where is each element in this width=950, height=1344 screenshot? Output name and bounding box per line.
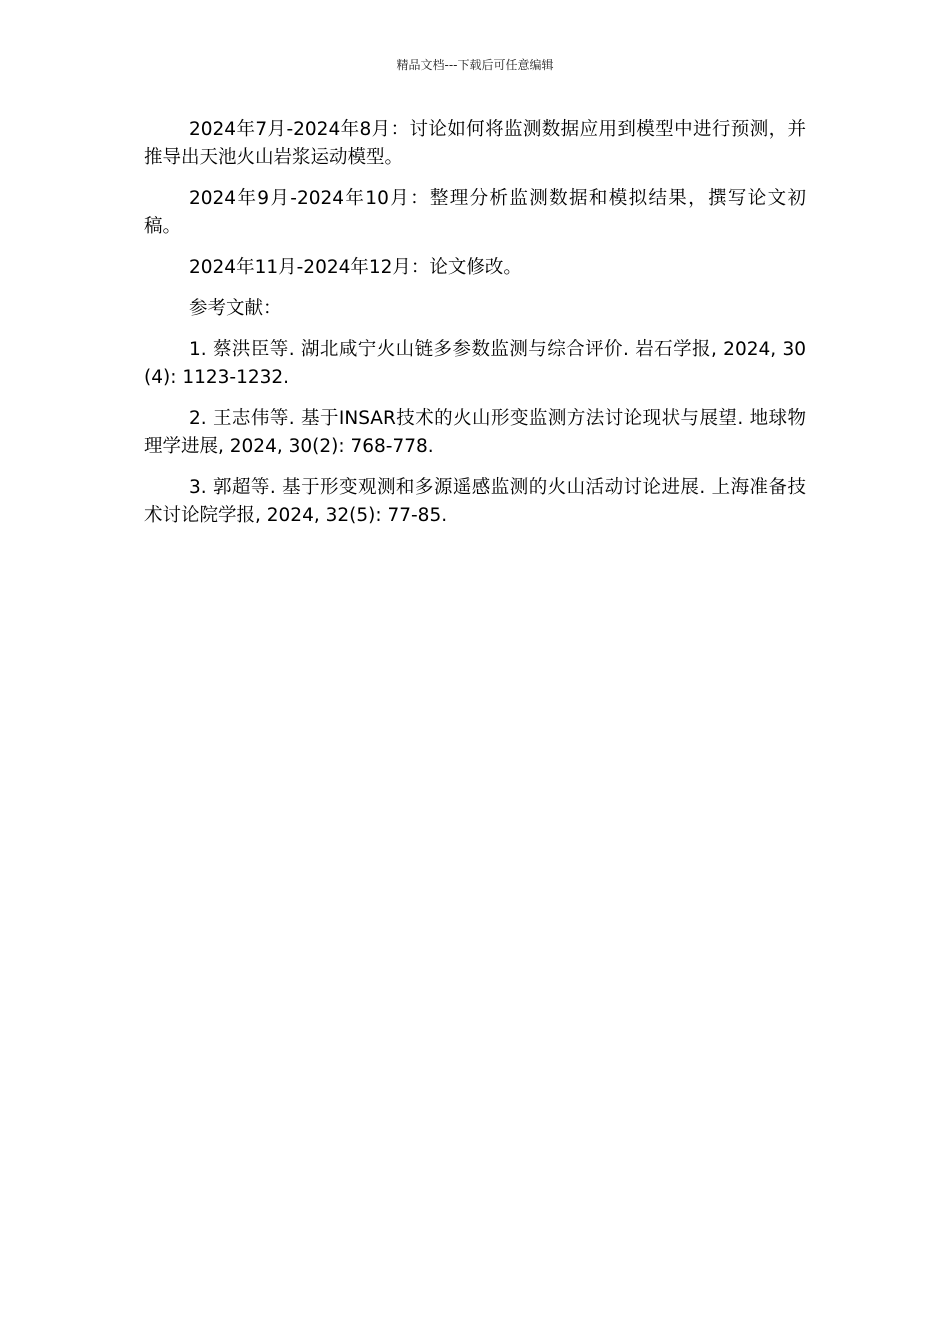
- schedule-item-sep-oct: 2024年9月-2024年10月：整理分析监测数据和模拟结果，撰写论文初稿。: [144, 188, 806, 237]
- reference-item-1: 1. 蔡洪臣等. 湖北咸宁火山链多参数监测与综合评价. 岩石学报, 2024, 30(4): 1123-1232.: [144, 339, 806, 388]
- reference-item-3: 3. 郭超等. 基于形变观测和多源遥感监测的火山活动讨论进展. 上海准备技术讨论院学报, 2024, 32(5): 77-85.: [144, 477, 806, 526]
- document-body: [144, 116, 806, 543]
- schedule-item-nov-dec: 2024年11月-2024年12月：论文修改。: [189, 257, 522, 278]
- page-header: 精品文档---下载后可任意编辑: [396, 58, 554, 72]
- reference-item-2: 2. 王志伟等. 基于INSAR技术的火山形变监测方法讨论现状与展望. 地球物理学进展, 2024, 30(2): 768-778.: [144, 408, 806, 457]
- references-heading: 参考文献：: [189, 298, 282, 319]
- schedule-item-jul-aug: 2024年7月-2024年8月：讨论如何将监测数据应用到模型中进行预测，并推导出天池火山岩浆运动模型。: [144, 119, 806, 168]
